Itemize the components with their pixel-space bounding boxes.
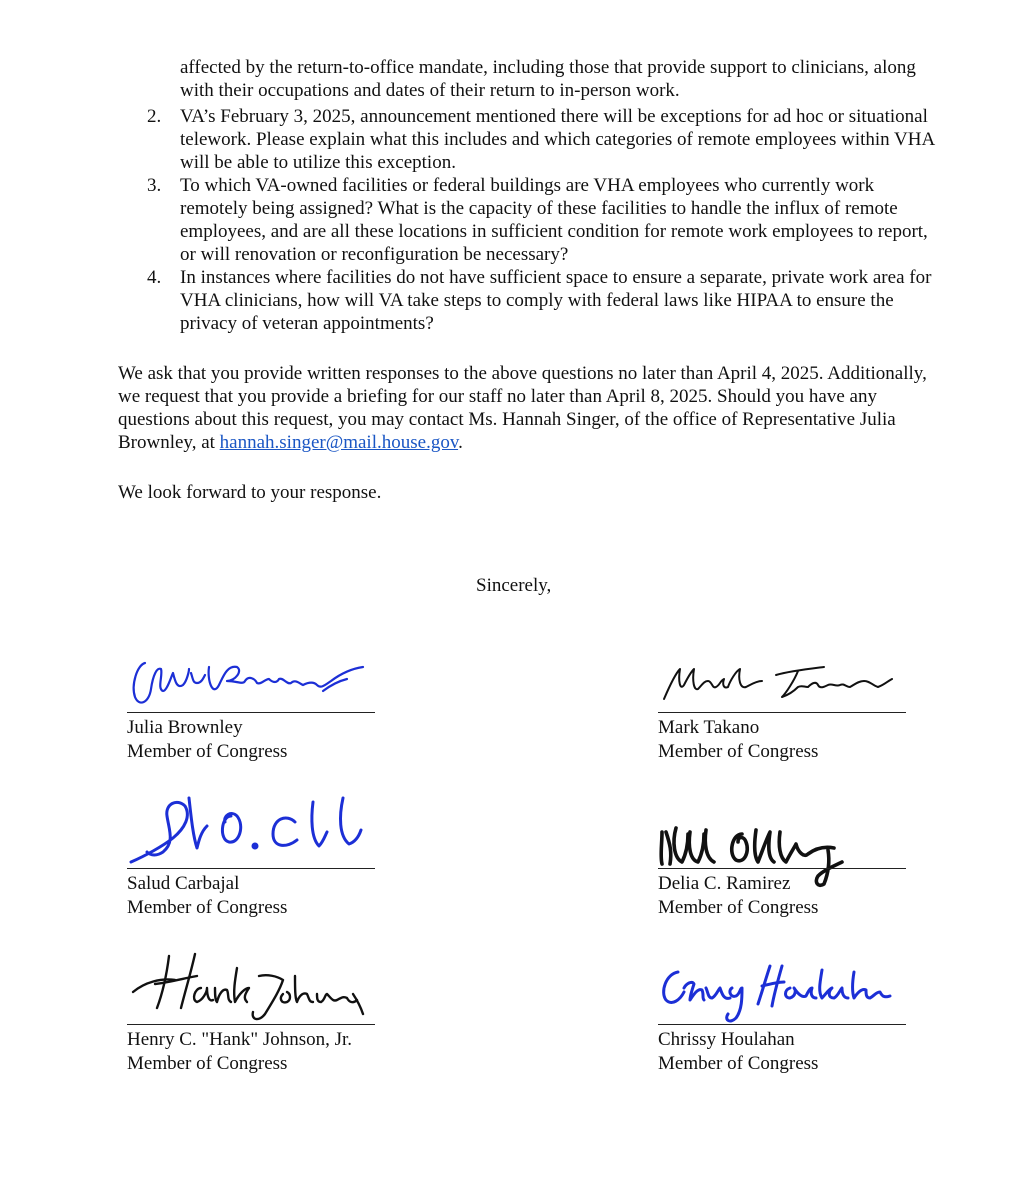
signatory-name: Chrissy Houlahan	[658, 1029, 795, 1050]
question-1-continuation: affected by the return-to-office mandate, including those that provide support to clinicians, along with their occupations and dates of their return to in-person work.	[180, 57, 916, 101]
signature-line	[658, 712, 906, 713]
signatory-name: Salud Carbajal	[127, 873, 240, 894]
question-text: VA’s February 3, 2025, announcement mentioned there will be exceptions for ad hoc or situational telework. Please explain what this includes and which categories of remote employees within VHA will be able to utilize this exception.	[180, 106, 935, 173]
request-text: We ask that you provide written responses to the above questions no later than April 4, 2025. Additionally, we request that you provide a briefing for our staff no later than April 8, 2025. Should you have any questions about this request, you may contact Ms. Hannah Singer, of the office of Representative Julia Brownley, at	[118, 363, 927, 453]
email-link[interactable]: hannah.singer@mail.house.gov	[219, 432, 459, 453]
signature-brownley	[127, 645, 377, 715]
signature-line	[127, 868, 375, 869]
signature-line	[127, 1024, 375, 1025]
signatory-title: Member of Congress	[658, 1053, 819, 1074]
signature-line	[658, 868, 906, 869]
signatory-title: Member of Congress	[127, 741, 288, 762]
closing-paragraph: We look forward to your response.	[118, 482, 382, 503]
signatory-name: Delia C. Ramirez	[658, 873, 791, 894]
signature-houlahan	[658, 958, 908, 1028]
question-number: 3.	[147, 175, 162, 196]
signatory-name: Mark Takano	[658, 717, 760, 738]
signature-line	[658, 1024, 906, 1025]
signature-carbajal	[127, 790, 377, 870]
request-paragraph	[118, 362, 938, 454]
signature-line	[127, 712, 375, 713]
question-text: In instances where facilities do not have sufficient space to ensure a separate, private work area for VHA clinicians, how will VA take steps to comply with federal laws like HIPAA to ensure the privacy of veteran appointments?	[180, 267, 932, 334]
question-list	[147, 105, 940, 335]
request-text-end: .	[458, 432, 463, 453]
signatory-name: Julia Brownley	[127, 717, 243, 738]
signature-johnson	[127, 948, 377, 1026]
signatory-title: Member of Congress	[658, 741, 819, 762]
signatory-title: Member of Congress	[127, 1053, 288, 1074]
question-text: To which VA-owned facilities or federal buildings are VHA employees who currently work remotely being assigned? What is the capacity of these facilities to handle the influx of remote employees, and are all these locations in sufficient condition for remote work employees to report, or will renovation or reconfiguration be necessary?	[180, 175, 928, 265]
question-item	[147, 266, 940, 335]
question-number: 4.	[147, 267, 162, 288]
sign-off: Sincerely,	[476, 575, 552, 596]
signature-takano	[658, 645, 908, 715]
signatory-title: Member of Congress	[127, 897, 288, 918]
signatory-title: Member of Congress	[658, 897, 819, 918]
signatory-name: Henry C. "Hank" Johnson, Jr.	[127, 1029, 353, 1050]
question-item	[147, 105, 940, 174]
question-item	[147, 174, 940, 266]
question-number: 2.	[147, 106, 162, 127]
